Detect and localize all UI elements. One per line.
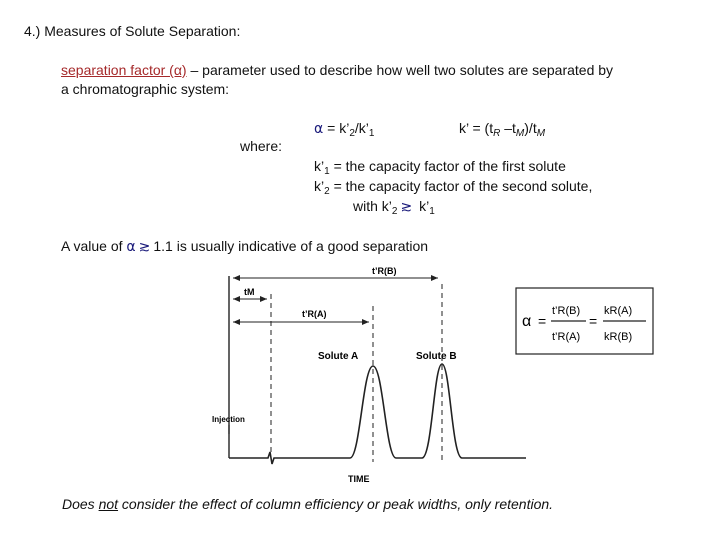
- note-part: consider the effect of column efficiency or peak widths, only retention.: [118, 496, 554, 512]
- k1-definition: [314, 158, 566, 177]
- where-label: where:: [240, 138, 283, 154]
- greater-approx-symbol: ≳: [138, 239, 151, 255]
- chromatogram-figure: [200, 262, 670, 492]
- arrowhead: [431, 275, 438, 281]
- arrowhead: [233, 319, 240, 325]
- alpha-symbol: α: [126, 239, 136, 255]
- k-eq-sub: M: [536, 128, 546, 139]
- separation-factor-term: separation factor (α): [61, 62, 187, 78]
- def-sub: 2: [324, 186, 330, 197]
- formula-num-2: kR(A): [604, 305, 633, 317]
- k-eq-part: )/t: [524, 120, 537, 136]
- arrowhead: [362, 319, 369, 325]
- arrowhead: [233, 275, 240, 281]
- def-part: k’: [314, 178, 325, 194]
- def-part: k’: [415, 198, 430, 214]
- time-axis-label: TIME: [348, 474, 370, 484]
- alpha-eq-part: = k’: [323, 120, 350, 136]
- formula-alpha: α: [522, 313, 532, 330]
- slide-title: 4.) Measures of Solute Separation:: [24, 23, 241, 39]
- def-sub: 1: [324, 166, 330, 177]
- def-sub: 1: [429, 206, 435, 217]
- formula-num-1: t’R(B): [552, 305, 581, 317]
- greater-approx-symbol: ≳: [400, 199, 413, 215]
- k-eq-sub: M: [515, 128, 525, 139]
- trb-label: t’R(B): [372, 266, 397, 276]
- formula-eq-2: =: [589, 313, 598, 329]
- chromatogram-trace: [229, 364, 526, 464]
- definition-line-1: [61, 62, 613, 78]
- note-part: Does: [62, 496, 99, 512]
- capacity-factor-equation: [459, 120, 545, 139]
- k2-definition: [314, 178, 592, 197]
- definition-text-1: – parameter used to describe how well two solutes are separated by: [186, 62, 614, 78]
- alpha-value-statement: [61, 238, 428, 255]
- tra-label: t’R(A): [302, 309, 327, 319]
- def-part: = the capacity factor of the second solute,: [329, 178, 593, 194]
- alpha-eq-sub: 2: [349, 128, 355, 139]
- solute-a-label: Solute A: [318, 351, 359, 362]
- k-eq-part: –t: [500, 120, 516, 136]
- def-part: k’: [314, 158, 325, 174]
- alpha-equation: [314, 120, 374, 139]
- alpha-symbol: α: [314, 121, 324, 137]
- note-emphasis: not: [98, 496, 119, 512]
- definition-line-2: a chromatographic system:: [61, 81, 230, 97]
- arrowhead: [233, 296, 240, 302]
- k2-condition: [353, 198, 435, 217]
- injection-label: Injection: [212, 415, 245, 424]
- k-eq-sub: R: [493, 128, 501, 139]
- tm-label: tM: [244, 287, 255, 297]
- solute-b-label: Solute B: [416, 351, 457, 362]
- def-part: = the capacity factor of the first solute: [329, 158, 566, 174]
- formula-den-1: t’R(A): [552, 331, 581, 343]
- formula-den-2: kR(B): [604, 331, 633, 343]
- arrowhead: [260, 296, 267, 302]
- value-part: A value of: [61, 238, 127, 254]
- retention-note: [62, 496, 553, 512]
- def-sub: 2: [391, 206, 398, 217]
- k-eq-part: k’ = (t: [459, 120, 494, 136]
- value-part: 1.1 is usually indicative of a good separation: [153, 238, 429, 254]
- def-part: with k’: [353, 198, 392, 214]
- alpha-eq-sub: 1: [368, 128, 375, 139]
- alpha-eq-part: /k’: [354, 120, 369, 136]
- formula-eq-1: =: [538, 313, 547, 329]
